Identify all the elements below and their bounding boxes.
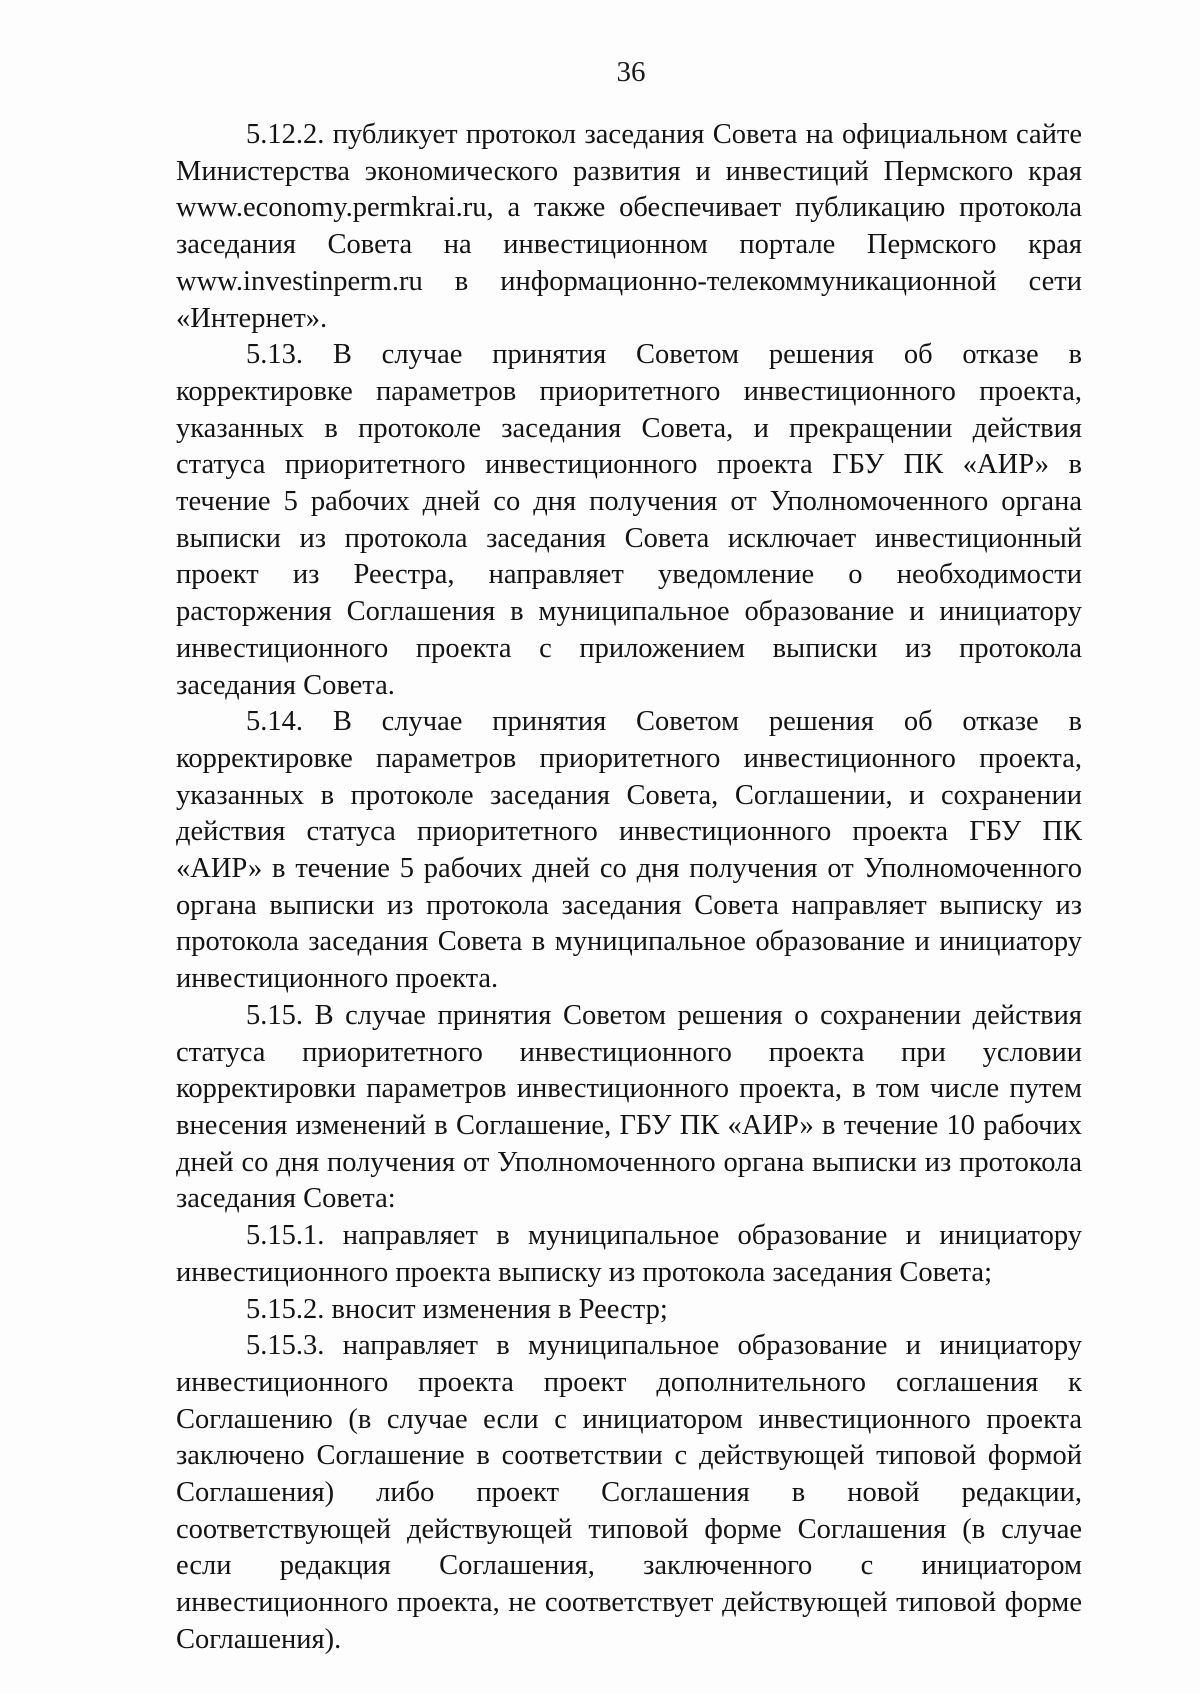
paragraph-5-15-2: 5.15.2. вносит изменения в Реестр; [246, 1293, 668, 1325]
paragraph-5-12-2: 5.12.2. публикует протокол заседания Совета на официальном сайте Министерства экономического развития и инвестиций Пермского края www.economy.permkrai.ru, а также обеспечивает публикацию протокола заседания Совета на инвестиционном портале Пермского края www.investinperm.ru в информационно-телекоммуникационной сети «Интернет». [176, 119, 1082, 334]
paragraph-5-14: 5.14. В случае принятия Советом решения об отказе в корректировке параметров приоритетного инвестиционного проекта, указанных в протоколе заседания Совета, Соглашении, и сохранении действия статуса приоритетного инвестиционного проекта ГБУ ПК «АИР» в течение 5 рабочих дней со дня получения от Уполномоченного органа выписки из протокола заседания Совета направляет выписку из протокола заседания Совета в муниципальное образование и инициатору инвестиционного проекта. [176, 706, 1082, 995]
paragraph-5-15-3: 5.15.3. направляет в муниципальное образование и инициатору инвестиционного проекта проект дополнительного соглашения к Соглашению (в случае если с инициатором инвестиционного проекта заключено Соглашение в соответствии с действующей типовой формой Соглашения) либо проект Соглашения в новой редакции, соответствующей действующей типовой форме Соглашения (в случае если редакция Соглашения, заключенного с инициатором инвестиционного проекта, не соответствует действующей типовой форме Соглашения). [176, 1330, 1082, 1655]
paragraph-5-13: 5.13. В случае принятия Советом решения об отказе в корректировке параметров приоритетного инвестиционного проекта, указанных в протоколе заседания Совета, и прекращении действия статуса приоритетного инвестиционного проекта ГБУ ПК «АИР» в течение 5 рабочих дней со дня получения от Уполномоченного органа выписки из протокола заседания Совета исключает инвестиционный проект из Реестра, направляет уведомление о необходимости расторжения Соглашения в муниципальное образование и инициатору инвестиционного проекта с приложением выписки из протокола заседания Совета. [176, 339, 1082, 701]
paragraph-5-15-1: 5.15.1. направляет в муниципальное образование и инициатору инвестиционного проекта выписку из протокола заседания Совета; [176, 1220, 1082, 1288]
document-body [176, 117, 1082, 1659]
paragraph-5-15: 5.15. В случае принятия Советом решения о сохранении действия статуса приоритетного инвестиционного проекта при условии корректировки параметров инвестиционного проекта, в том числе путем внесения изменений в Соглашение, ГБУ ПК «АИР» в течение 10 рабочих дней со дня получения от Уполномоченного органа выписки из протокола заседания Совета: [176, 999, 1082, 1215]
page-number: 36 [616, 56, 646, 88]
